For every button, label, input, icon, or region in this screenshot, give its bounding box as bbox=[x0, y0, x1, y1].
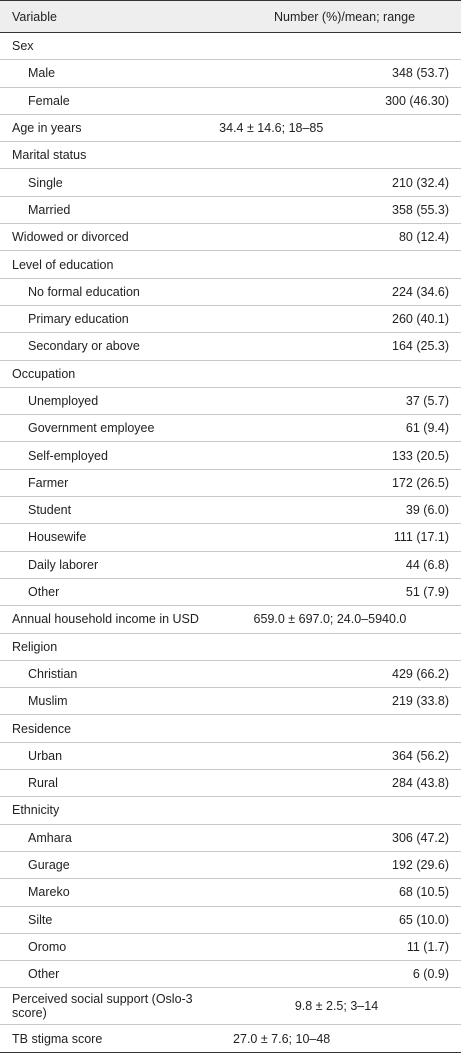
header-value: Number (%)/mean; range bbox=[274, 9, 416, 24]
row-label: Other bbox=[28, 585, 60, 600]
row-label: No formal education bbox=[28, 284, 140, 299]
row-label: Housewife bbox=[28, 530, 87, 545]
row-label: Gurage bbox=[28, 858, 70, 873]
row-value: 260 (40.1) bbox=[392, 312, 449, 327]
table-row bbox=[0, 606, 461, 633]
row-label: Silte bbox=[28, 912, 53, 927]
table-row bbox=[0, 743, 461, 770]
row-value: 219 (33.8) bbox=[392, 694, 449, 709]
table-body bbox=[0, 33, 461, 1053]
table-row bbox=[0, 60, 461, 87]
table-row bbox=[0, 688, 461, 715]
row-value: 224 (34.6) bbox=[392, 284, 449, 299]
table-row bbox=[0, 142, 461, 169]
row-label: Daily laborer bbox=[28, 557, 99, 572]
row-label: Sex bbox=[12, 39, 34, 54]
table-row bbox=[0, 961, 461, 988]
row-label: Level of education bbox=[12, 257, 114, 272]
table-row bbox=[0, 388, 461, 415]
row-value: 11 (1.7) bbox=[406, 939, 449, 954]
table-row bbox=[0, 797, 461, 824]
row-value: 429 (66.2) bbox=[392, 666, 449, 681]
table-row bbox=[0, 224, 461, 251]
table-row bbox=[0, 251, 461, 278]
row-label: Student bbox=[28, 503, 72, 518]
row-value: 172 (26.5) bbox=[392, 475, 449, 490]
row-label: Primary education bbox=[28, 312, 129, 327]
row-label: Age in years bbox=[12, 121, 82, 136]
table-row bbox=[0, 715, 461, 742]
row-value: 9.8 ± 2.5; 3–14 bbox=[294, 999, 379, 1014]
row-label: Oromo bbox=[28, 939, 67, 954]
row-value: 39 (6.0) bbox=[405, 503, 449, 518]
row-value: 6 (0.9) bbox=[412, 967, 449, 982]
row-label: Urban bbox=[28, 748, 63, 763]
row-label: Marital status bbox=[12, 148, 87, 163]
table-row bbox=[0, 33, 461, 60]
row-label: Farmer bbox=[28, 475, 69, 490]
row-value: 659.0 ± 697.0; 24.0–5940.0 bbox=[253, 612, 407, 627]
row-value: 111 (17.1) bbox=[393, 530, 449, 545]
table-row bbox=[0, 907, 461, 934]
row-label: Christian bbox=[28, 666, 78, 681]
row-value: 27.0 ± 7.6; 10–48 bbox=[233, 1031, 331, 1046]
row-label: Government employee bbox=[28, 421, 155, 436]
row-label: Single bbox=[28, 175, 63, 190]
row-label: Other bbox=[28, 967, 60, 982]
row-value: 133 (20.5) bbox=[392, 448, 449, 463]
row-label: Annual household income in USD bbox=[12, 612, 199, 627]
table-row bbox=[0, 306, 461, 333]
table-row bbox=[0, 634, 461, 661]
table-row bbox=[0, 88, 461, 115]
table-row bbox=[0, 879, 461, 906]
table-row bbox=[0, 661, 461, 688]
row-value: 192 (29.6) bbox=[392, 858, 449, 873]
row-value: 348 (53.7) bbox=[392, 66, 449, 81]
row-label: TB stigma score bbox=[12, 1031, 103, 1046]
table-row bbox=[0, 197, 461, 224]
row-label: Mareko bbox=[28, 885, 70, 900]
table-row bbox=[0, 497, 461, 524]
row-value: 68 (10.5) bbox=[398, 885, 449, 900]
table-row bbox=[0, 1025, 461, 1052]
row-label: Rural bbox=[28, 776, 58, 791]
row-value: 61 (9.4) bbox=[405, 421, 449, 436]
row-label: Occupation bbox=[12, 366, 76, 381]
row-label: Male bbox=[28, 66, 56, 81]
row-value: 300 (46.30) bbox=[385, 93, 449, 108]
table-row bbox=[0, 852, 461, 879]
table-row bbox=[0, 825, 461, 852]
table-row bbox=[0, 988, 461, 1025]
table-row bbox=[0, 415, 461, 442]
row-value: 51 (7.9) bbox=[405, 585, 449, 600]
row-value: 65 (10.0) bbox=[398, 912, 449, 927]
row-label: Perceived social support (Oslo-3 score) bbox=[12, 992, 193, 1021]
table-row bbox=[0, 279, 461, 306]
row-label: Self-employed bbox=[28, 448, 108, 463]
table-row bbox=[0, 470, 461, 497]
table-row bbox=[0, 934, 461, 961]
table-row bbox=[0, 442, 461, 469]
row-value: 80 (12.4) bbox=[398, 230, 449, 245]
row-label: Female bbox=[28, 93, 70, 108]
table-row bbox=[0, 169, 461, 196]
table-row bbox=[0, 770, 461, 797]
table-header bbox=[0, 0, 461, 33]
row-value: 164 (25.3) bbox=[392, 339, 449, 354]
table-row bbox=[0, 115, 461, 142]
table-row bbox=[0, 333, 461, 360]
table-row bbox=[0, 552, 461, 579]
row-value: 284 (43.8) bbox=[392, 776, 449, 791]
row-value: 364 (56.2) bbox=[392, 748, 449, 763]
header-variable: Variable bbox=[12, 9, 57, 24]
row-label: Widowed or divorced bbox=[12, 230, 129, 245]
table-row bbox=[0, 524, 461, 551]
table-row bbox=[0, 361, 461, 388]
row-value: 37 (5.7) bbox=[405, 394, 449, 408]
row-label: Married bbox=[28, 202, 71, 217]
row-value: 306 (47.2) bbox=[392, 830, 449, 845]
row-label: Secondary or above bbox=[28, 339, 140, 354]
row-label: Amhara bbox=[28, 830, 72, 845]
row-label: Residence bbox=[12, 721, 72, 736]
row-label: Unemployed bbox=[28, 394, 99, 408]
row-label: Ethnicity bbox=[12, 803, 60, 818]
row-label: Religion bbox=[12, 639, 58, 654]
row-value: 358 (55.3) bbox=[392, 202, 449, 217]
table-row bbox=[0, 579, 461, 606]
row-value: 210 (32.4) bbox=[392, 175, 449, 190]
row-value: 34.4 ± 14.6; 18–85 bbox=[219, 121, 324, 136]
row-value: 44 (6.8) bbox=[405, 557, 449, 572]
row-label: Muslim bbox=[28, 694, 68, 709]
